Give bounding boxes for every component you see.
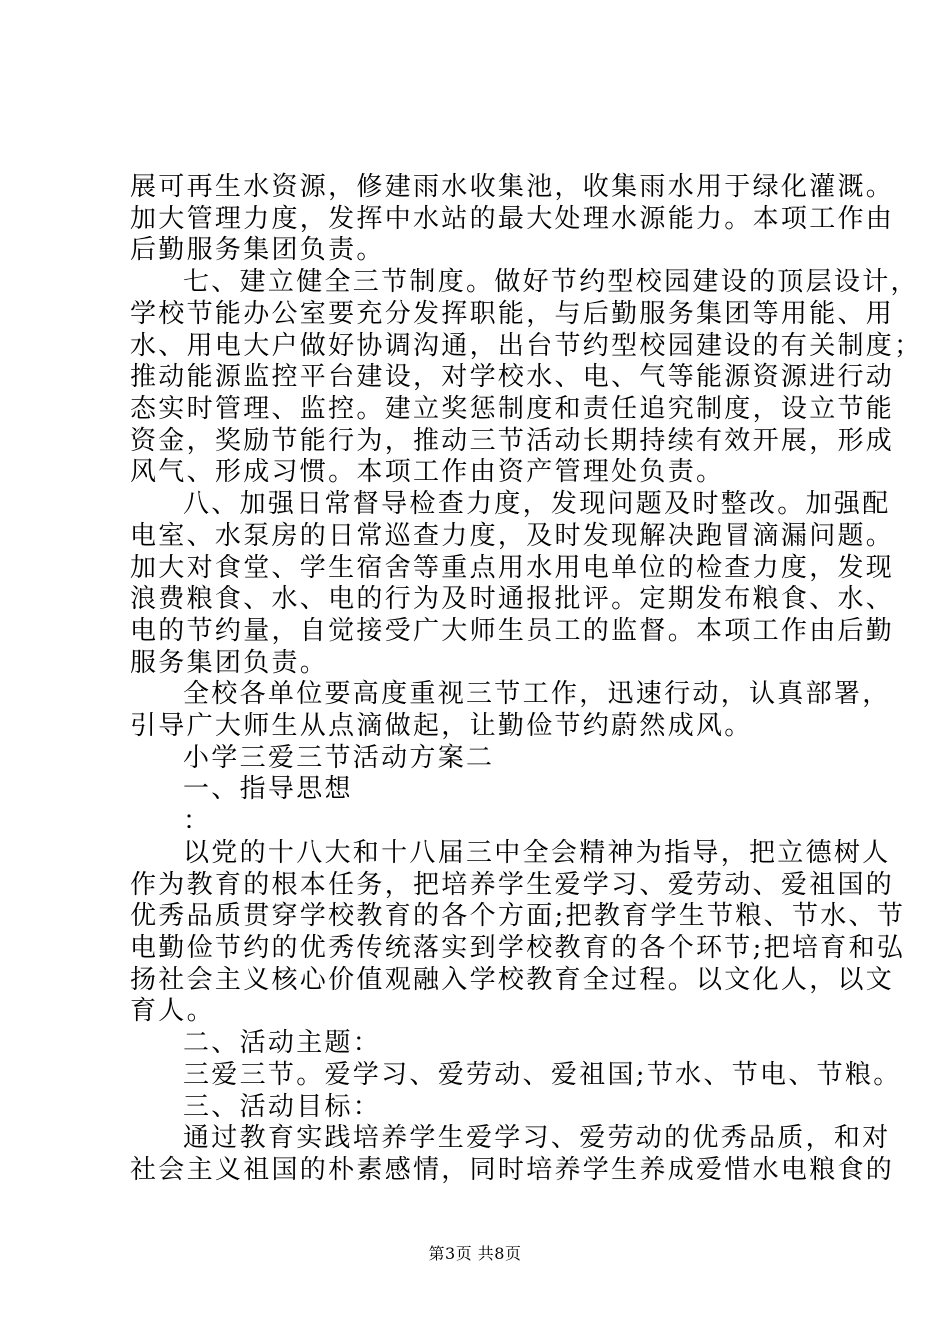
- section-heading: 二、活动主题：: [183, 1028, 382, 1058]
- paragraph-start: 以党的十八大和十八届三中全会精神为指导，把立德树人: [183, 838, 891, 868]
- paragraph-start: 七、建立健全三节制度。做好节约型校园建设的顶层设计，: [183, 267, 919, 297]
- text-line: 水、用电大户做好协调沟通，出台节约型校园建设的有关制度；: [130, 331, 923, 361]
- text-line: 服务集团负责。: [130, 648, 329, 678]
- text-line: 扬社会主义核心价值观融入学校教育全过程。以文化人，以文: [130, 965, 895, 995]
- text-line: 育人。: [130, 996, 215, 1026]
- section-heading: 一、指导思想: [183, 774, 353, 804]
- text-line: ：: [183, 806, 212, 836]
- text-line: 展可再生水资源，修建雨水收集池，收集雨水用于绿化灌溉。: [130, 172, 895, 202]
- page-number: 第3页 共8页: [428, 1244, 522, 1263]
- section-heading: 三、活动目标：: [183, 1092, 382, 1122]
- paragraph-start: 八、加强日常督导检查力度，发现问题及时整改。加强配: [183, 489, 891, 519]
- text-line: 加大管理力度，发挥中水站的最大处理水源能力。本项工作由: [130, 204, 895, 234]
- text-line: 风气、形成习惯。本项工作由资产管理处负责。: [130, 457, 725, 487]
- text-line: 电勤俭节约的优秀传统落实到学校教育的各个环节;把培育和弘: [130, 933, 906, 963]
- text-line: 后勤服务集团负责。: [130, 235, 385, 265]
- text-line: 推动能源监控平台建设，对学校水、电、气等能源资源进行动: [130, 362, 895, 392]
- text-line: 社会主义祖国的朴素感情，同时培养学生养成爱惜水电粮食的: [130, 1155, 895, 1185]
- text-line: 浪费粮食、水、电的行为及时通报批评。定期发布粮食、水、: [130, 584, 895, 614]
- text-line: 电室、水泵房的日常巡查力度，及时发现解决跑冒滴漏问题。: [130, 521, 895, 551]
- text-line: 态实时管理、监控。建立奖惩制度和责任追究制度，设立节能: [130, 394, 895, 424]
- text-line: 资金，奖励节能行为，推动三节活动长期持续有效开展，形成: [130, 426, 895, 456]
- text-line: 作为教育的根本任务，把培养学生爱学习、爱劳动、爱祖国的: [130, 870, 895, 900]
- text-line: 电的节约量，自觉接受广大师生员工的监督。本项工作由后勤: [130, 616, 895, 646]
- text-line: 优秀品质贯穿学校教育的各个方面;把教育学生节粮、节水、节: [130, 901, 906, 931]
- text-line: 学校节能办公室要充分发挥职能，与后勤服务集团等用能、用: [130, 299, 895, 329]
- paragraph-start: 全校各单位要高度重视三节工作，迅速行动，认真部署，: [183, 679, 891, 709]
- text-line: 三爱三节。爱学习、爱劳动、爱祖国;节水、节电、节粮。: [183, 1060, 902, 1090]
- text-line: 加大对食堂、学生宿舍等重点用水用电单位的检查力度，发现: [130, 553, 895, 583]
- section-title: 小学三爱三节活动方案二: [183, 743, 495, 773]
- text-line: 引导广大师生从点滴做起，让勤俭节约蔚然成风。: [130, 711, 753, 741]
- paragraph-start: 通过教育实践培养学生爱学习、爱劳动的优秀品质，和对: [183, 1123, 891, 1153]
